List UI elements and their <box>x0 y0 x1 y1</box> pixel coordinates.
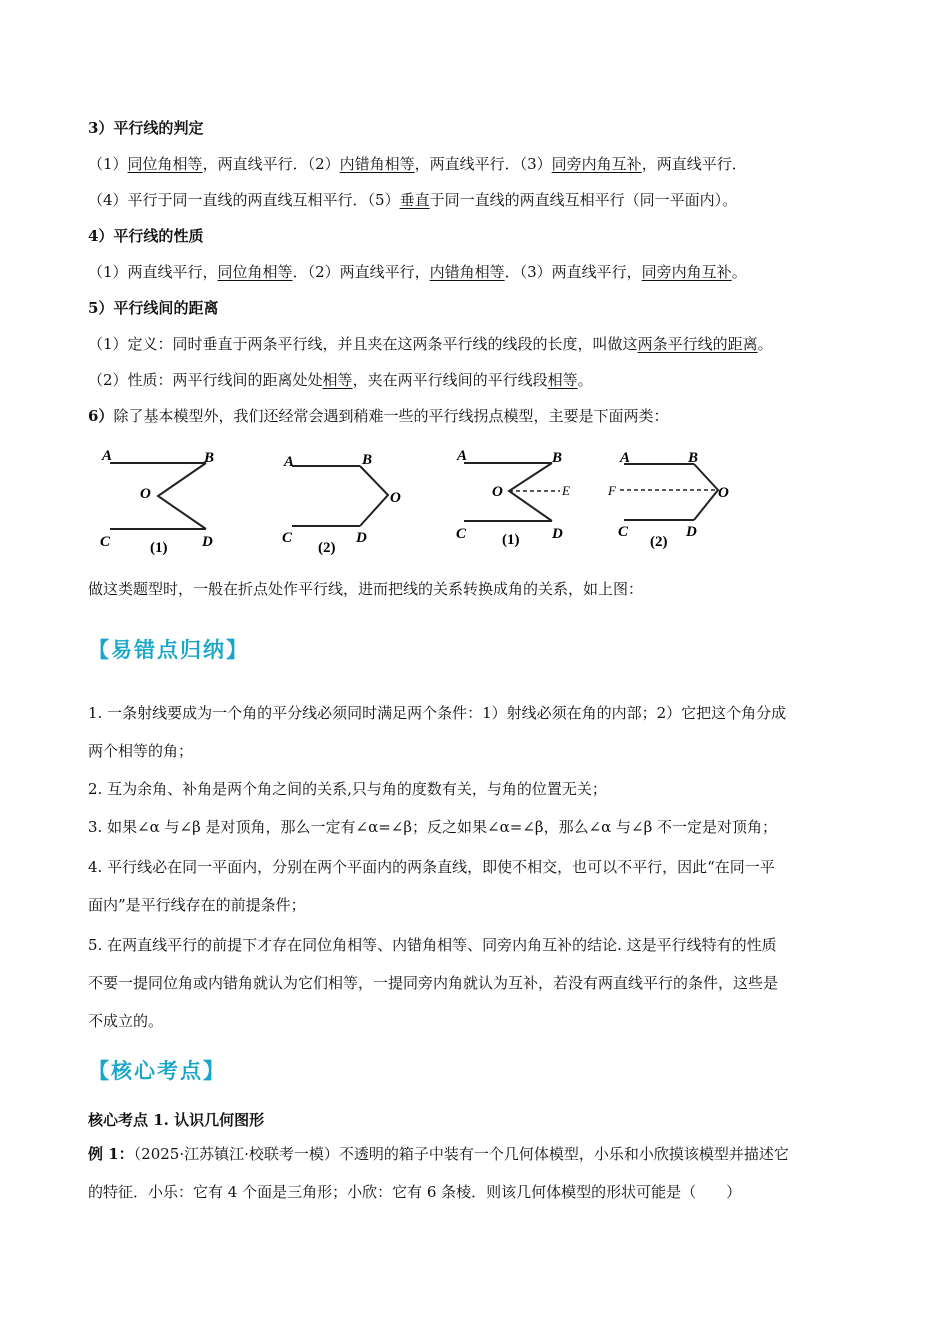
label-d: D <box>356 530 367 546</box>
figure-caption: (1) <box>502 532 520 548</box>
underlined-term: 同位角相等 <box>217 263 293 281</box>
underlined-term: 同旁内角互补 <box>641 263 732 281</box>
section-3-title: 3）平行线的判定 <box>88 119 204 137</box>
figure-4-svg <box>606 440 746 555</box>
section-3-line-2 <box>88 190 737 210</box>
figure-4 <box>606 440 746 559</box>
core-heading: 【核心考点】 <box>88 1058 226 1083</box>
label-c: C <box>618 524 629 540</box>
underlined-term: 内错角相等 <box>339 155 415 173</box>
text: （1）两直线平行， <box>88 263 218 281</box>
section-4-line-1 <box>88 262 747 282</box>
label-o: O <box>492 484 503 500</box>
label-d: D <box>686 524 697 540</box>
section-6-line <box>88 406 668 426</box>
figure-1 <box>98 440 238 559</box>
figure-caption: (1) <box>150 540 168 556</box>
text: ，两直线平行．（2） <box>202 155 340 173</box>
label-c: C <box>100 534 111 550</box>
label-b: B <box>552 450 563 466</box>
text: ，两直线平行． <box>641 155 747 173</box>
fold-line <box>158 463 206 529</box>
mistake-1-line-2: 两个相等的角； <box>88 742 194 760</box>
text: 。 <box>731 263 747 281</box>
text: （1） <box>88 155 128 173</box>
text: ，两直线平行．（3） <box>414 155 552 173</box>
section-6-number: 6） <box>88 407 114 425</box>
label-c: C <box>456 526 467 542</box>
label-a: A <box>457 448 468 464</box>
text: （4）平行于同一直线的两直线互相平行．（5） <box>88 191 400 209</box>
example-1-line-1 <box>88 1144 789 1164</box>
example-text: （2025·江苏镇江·校联考一模）不透明的箱子中装有一个几何体模型，小乐和小欣摸该模型并描述它 <box>133 1145 789 1163</box>
example-label: 例 1： <box>88 1145 134 1163</box>
mistake-5-line-2: 不要一提同位角或内错角就认为它们相等，一提同旁内角就认为互补，若没有两直线平行的条件，这些是 <box>88 974 779 992</box>
figure-3-svg <box>452 440 592 555</box>
label-b: B <box>688 450 699 466</box>
text: （1）定义：同时垂直于两条平行线，并且夹在这两条平行线的线段的长度，叫做这 <box>88 335 638 353</box>
figure-1-svg <box>98 440 238 555</box>
figure-2 <box>280 440 420 559</box>
section-5-title: 5）平行线间的距离 <box>88 299 219 317</box>
text: ．（2）两直线平行， <box>292 263 430 281</box>
section-5-line-2 <box>88 370 593 390</box>
mistakes-heading: 【易错点归纳】 <box>88 637 249 662</box>
section-6-text: 除了基本模型外，我们还经常会遇到稍难一些的平行线拐点模型，主要是下面两类： <box>113 407 669 425</box>
label-o: O <box>390 490 401 506</box>
mistake-4-line-1: 4. 平行线必在同一平面内，分别在两个平面内的两条直线，即使不相交，也可以不平行，因此“在同一平 <box>88 858 775 876</box>
underlined-term: 垂直 <box>399 191 430 209</box>
underlined-term: 同位角相等 <box>127 155 203 173</box>
figure-caption: (2) <box>318 540 336 556</box>
section-5-line-1 <box>88 334 773 354</box>
core-subheading: 核心考点 1. 认识几何图形 <box>88 1111 265 1129</box>
mistake-3: 3. 如果∠α 与∠β 是对顶角，那么一定有∠α=∠β；反之如果∠α=∠β，那么∠α 与∠β 不一定是对顶角； <box>88 818 778 836</box>
label-b: B <box>362 452 373 468</box>
section-4-title: 4）平行线的性质 <box>88 227 204 245</box>
fold-line <box>509 463 552 521</box>
text: 。 <box>757 335 773 353</box>
text: 。 <box>577 371 593 389</box>
mistake-1-line-1: 1. 一条射线要成为一个角的平分线必须同时满足两个条件：1）射线必须在角的内部；2）它把这个角分成 <box>88 704 787 722</box>
underlined-term: 同旁内角互补 <box>551 155 642 173</box>
figure-3 <box>452 440 592 559</box>
label-a: A <box>284 454 295 470</box>
text: （2）性质：两平行线间的距离处处 <box>88 371 323 389</box>
mistake-4-line-2: 面内”是平行线存在的前提条件； <box>88 896 306 914</box>
figure-caption: (2) <box>650 534 668 550</box>
fold-line <box>360 466 388 526</box>
label-a: A <box>620 450 631 466</box>
example-1-line-2: 的特征．小乐：它有 4 个面是三角形；小欣：它有 6 条棱．则该几何体模型的形状可能是（ ） <box>88 1183 742 1201</box>
after-figure-text: 做这类题型时，一般在折点处作平行线，进而把线的关系转换成角的关系，如上图： <box>88 580 644 598</box>
mistake-2: 2. 互为余角、补角是两个角之间的关系,只与角的度数有关，与角的位置无关； <box>88 780 607 798</box>
label-f: F <box>608 483 616 498</box>
mistake-5-line-1: 5. 在两直线平行的前提下才存在同位角相等、内错角相等、同旁内角互补的结论. 这是平行线特有的性质 <box>88 936 777 954</box>
text: ．（3）两直线平行， <box>504 263 642 281</box>
underlined-term: 内错角相等 <box>429 263 505 281</box>
label-d: D <box>202 534 213 550</box>
section-3-line-1 <box>88 154 747 174</box>
fold-line <box>694 464 718 520</box>
underlined-term: 相等 <box>547 371 578 389</box>
underlined-term: 相等 <box>322 371 353 389</box>
underlined-term: 两条平行线的距离 <box>637 335 758 353</box>
label-d: D <box>552 526 563 542</box>
label-c: C <box>282 530 293 546</box>
mistake-5-line-3: 不成立的。 <box>88 1012 164 1030</box>
figure-2-svg <box>280 440 420 555</box>
text: 于同一直线的两直线互相平行（同一平面内）。 <box>429 191 738 209</box>
label-a: A <box>102 448 113 464</box>
label-o: O <box>718 485 729 501</box>
text: ，夹在两平行线间的平行线段 <box>352 371 548 389</box>
label-b: B <box>204 450 215 466</box>
label-o: O <box>140 486 151 502</box>
label-e: E <box>562 483 570 498</box>
